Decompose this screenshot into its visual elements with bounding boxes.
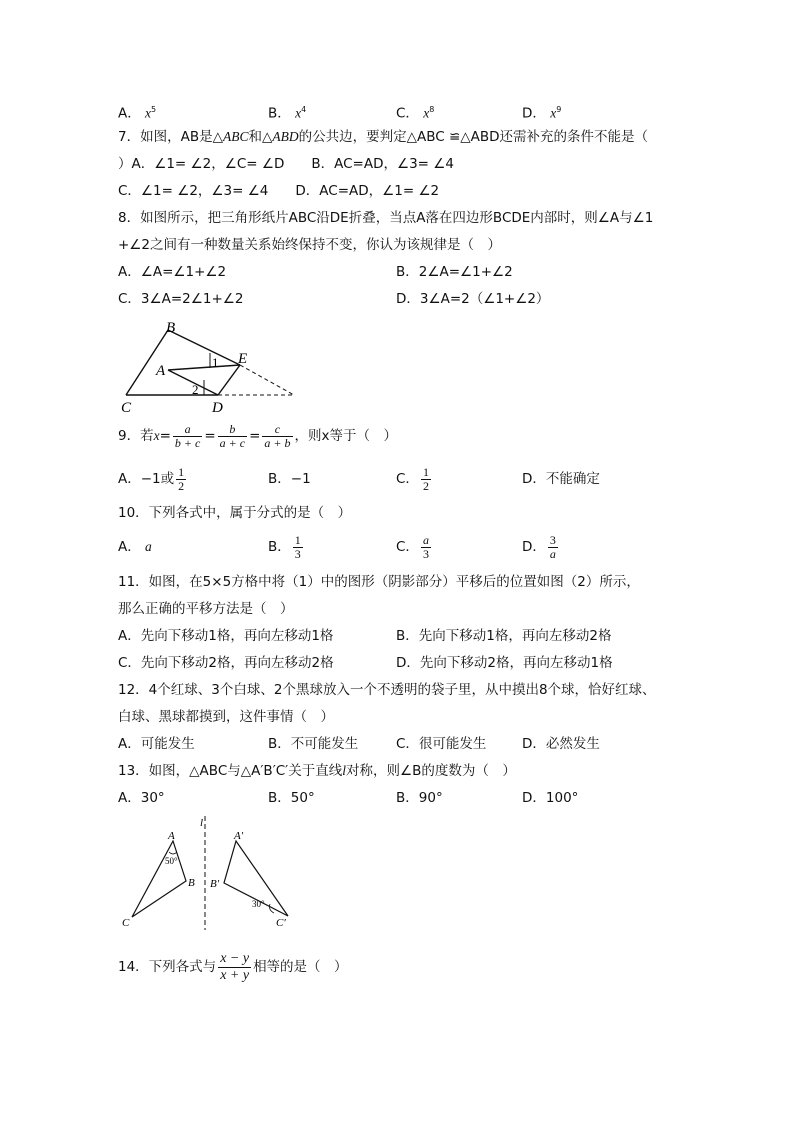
q9-option-b: B．−1	[268, 471, 311, 487]
q6-option-a: A． $x^5$	[118, 105, 157, 122]
q6-option-c: C． $x^8$	[396, 105, 435, 122]
q11-option-c: C．先向下移动2格，再向左移动2格	[118, 655, 334, 671]
q9-stem: 9．若x= $\frac{a}{b + c}$ = $\frac{b}{a + c}$ = $\frac{c}{a + b}$ ，则x等于（ ）	[118, 421, 398, 450]
q12-stem-line2: 白球、黑球都摸到，这件事情（ ）	[118, 709, 334, 725]
q13-label-a: A	[168, 830, 175, 842]
q10-option-a: A． a	[118, 539, 152, 555]
q7-options-ab: ）A．∠1= ∠2，∠C= ∠D B．AC=AD，∠3= ∠4	[118, 156, 454, 172]
q10-option-d: D． $\frac{3}{a}$	[522, 532, 556, 561]
q13-option-b: B．50°	[268, 790, 315, 806]
q13-label-angle-50: 50°	[165, 856, 178, 866]
q8-label-e: E	[238, 351, 248, 367]
q11-option-b: B．先向下移动1格，再向左移动2格	[396, 628, 612, 644]
q7-stem: 7．如图，AB是△ABC和△ABD的公共边，要判定△ABC ≌△ABD还需补充的条件不能是（	[118, 129, 649, 145]
q13-label-angle-30: 30°	[252, 899, 265, 909]
q13-label-c-prime: C′	[276, 917, 286, 929]
q13-option-d: D．100°	[522, 790, 579, 806]
q13-label-a-prime: A′	[234, 830, 244, 842]
q13-option-c: B．90°	[396, 790, 443, 806]
q10-option-c: C． $\frac{a}{3}$	[396, 532, 429, 561]
q11-stem-line1: 11．如图，在5×5方格中将（1）中的图形（阴影部分）平移后的位置如图（2）所示，	[118, 574, 640, 590]
q7-options-cd: C．∠1= ∠2，∠3= ∠4 D．AC=AD，∠1= ∠2	[118, 183, 440, 199]
q9-option-c: C． $\frac{1}{2}$	[396, 464, 429, 493]
q9-option-a: A．−1或 $\frac{1}{2}$	[118, 464, 185, 493]
q13-stem: 13．如图，△ABC与△A′B′C′关于直线l对称，则∠B的度数为（ ）	[118, 763, 516, 779]
q8-option-d: D．3∠A=2（∠1+∠2）	[396, 291, 550, 307]
q9-option-d: D．不能确定	[522, 471, 600, 487]
q10-stem: 10．下列各式中，属于分式的是（ ）	[118, 505, 352, 521]
q12-stem-line1: 12．4个红球、3个白球、2个黑球放入一个不透明的袋子里，从中摸出8个球，恰好红球、	[118, 682, 656, 698]
q8-option-b: B．2∠A=∠1+∠2	[396, 264, 513, 280]
q11-option-d: D．先向下移动2格，再向左移动1格	[396, 655, 613, 671]
q8-label-angle1: 1	[212, 355, 219, 370]
q10-option-b: B． $\frac{1}{3}$	[268, 532, 301, 561]
q8-label-a: A	[156, 363, 166, 379]
q8-label-angle2: 2	[192, 382, 199, 397]
q11-option-a: A．先向下移动1格，再向左移动1格	[118, 628, 334, 644]
q13-option-a: A．30°	[118, 790, 165, 806]
q12-option-c: C．很可能发生	[396, 736, 487, 752]
q14-stem: 14．下列各式与 $\frac{x - y}{x + y}$ 相等的是（ ）	[118, 950, 348, 983]
q12-option-d: D．必然发生	[522, 736, 600, 752]
q12-option-b: B．不可能发生	[268, 736, 359, 752]
q8-option-a: A．∠A=∠1+∠2	[118, 264, 227, 280]
q8-fold-figure	[118, 318, 308, 416]
q12-option-a: A．可能发生	[118, 736, 195, 752]
q8-option-c: C．3∠A=2∠1+∠2	[118, 291, 244, 307]
q6-option-b: B． $x^4$	[268, 105, 307, 122]
q13-label-line-l: l	[200, 817, 204, 829]
q6-option-d: D． $x^9$	[522, 105, 562, 122]
q13-label-b-prime: B′	[210, 878, 220, 890]
q13-label-b: B	[188, 877, 195, 889]
q8-label-c: C	[121, 400, 132, 416]
q8-label-d: D	[212, 400, 223, 416]
q8-stem-line1: 8．如图所示，把三角形纸片ABC沿DE折叠，当点A落在四边形BCDE内部时，则∠A与∠1	[118, 210, 654, 226]
q13-label-c: C	[122, 917, 130, 929]
q13-symmetry-figure	[118, 814, 308, 934]
q8-stem-line2: +∠2之间有一种数量关系始终保持不变，你认为该规律是（ ）	[118, 237, 502, 253]
q11-stem-line2: 那么正确的平移方法是（ ）	[118, 601, 294, 617]
q8-label-b: B	[166, 320, 176, 336]
